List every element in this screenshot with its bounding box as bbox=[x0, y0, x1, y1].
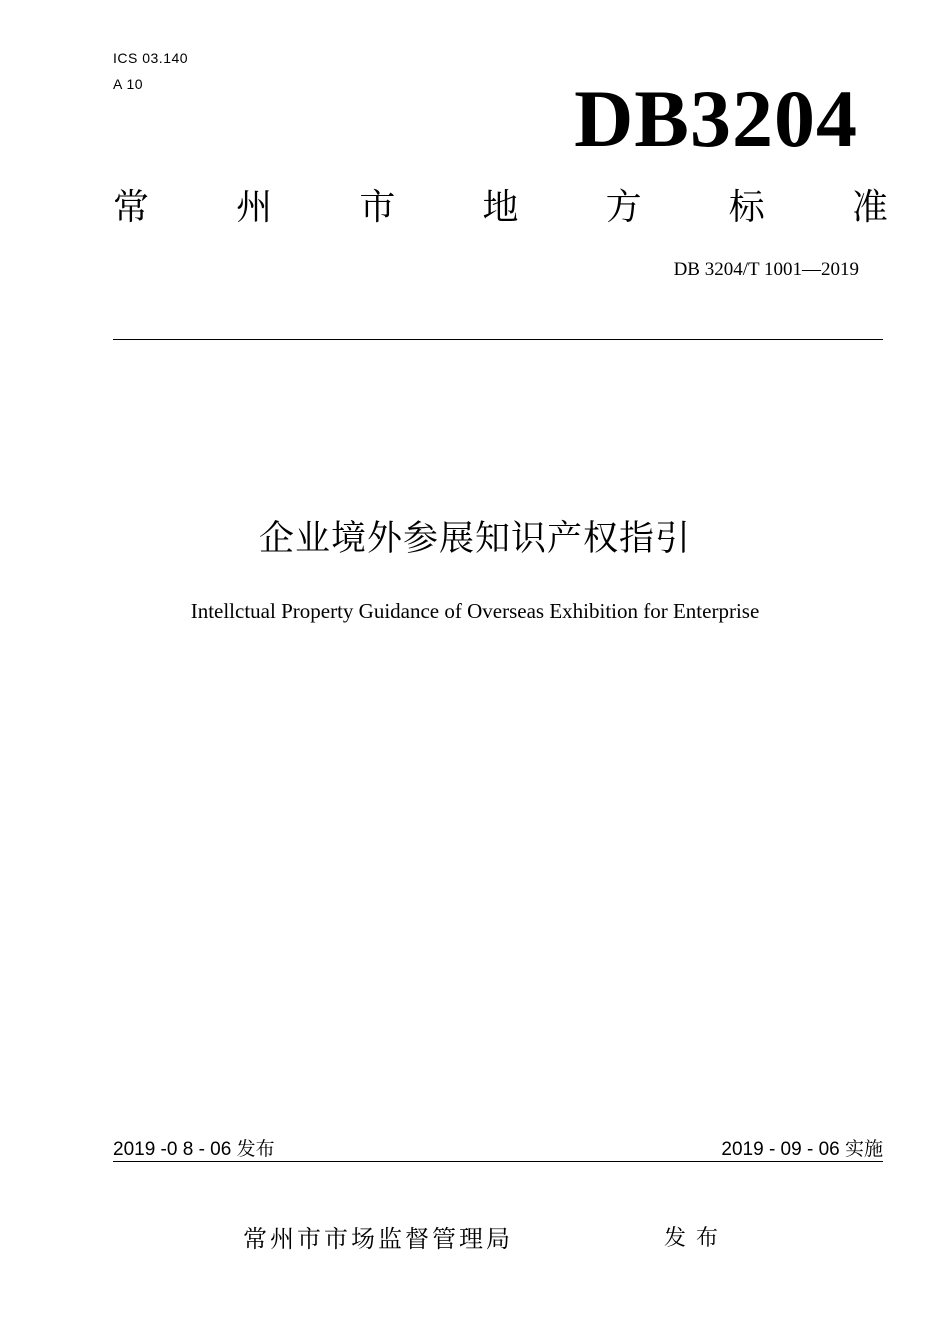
issue-date: 2019 -0 8 - 06 发布 bbox=[113, 1139, 275, 1160]
issuing-authority: 常州市市场监督管理局 bbox=[243, 1225, 513, 1253]
standard-type-char: 地 bbox=[482, 187, 519, 228]
standard-code-logo: DB3204 bbox=[574, 73, 858, 164]
standard-type-char: 市 bbox=[359, 187, 396, 228]
standard-type-char: 标 bbox=[728, 187, 765, 228]
top-divider bbox=[113, 339, 883, 340]
ccs-code: A 10 bbox=[113, 76, 144, 92]
publish-label: 发布 bbox=[664, 1226, 729, 1251]
standard-type-char: 常 bbox=[113, 187, 150, 228]
ics-code: ICS 03.140 bbox=[113, 50, 189, 66]
document-title-chinese: 企业境外参展知识产权指引 bbox=[258, 519, 691, 559]
standard-type-char: 准 bbox=[851, 187, 888, 228]
standard-number: DB 3204/T 1001—2019 bbox=[673, 259, 859, 280]
bottom-divider bbox=[113, 1161, 883, 1162]
implementation-date: 2019 - 09 - 06 实施 bbox=[721, 1139, 883, 1160]
standard-type-char: 方 bbox=[605, 187, 642, 228]
standard-type-char: 州 bbox=[236, 187, 273, 228]
standard-type-heading bbox=[113, 186, 888, 230]
document-title-english: Intellctual Property Guidance of Overseas Exhibition for Enterprise bbox=[190, 599, 760, 623]
